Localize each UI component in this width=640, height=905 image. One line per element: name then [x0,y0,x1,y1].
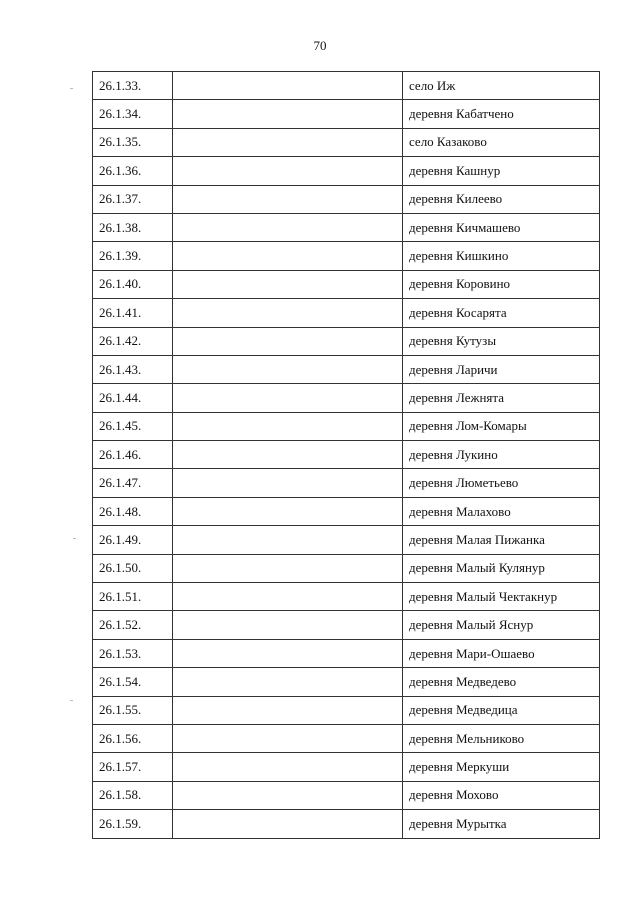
row-blank-cell [173,299,403,327]
row-blank-cell [173,72,403,100]
row-number-cell: 26.1.46. [93,441,173,469]
settlement-name-cell: деревня Малый Кулянур [403,554,600,582]
settlement-name-cell: деревня Кичмашево [403,213,600,241]
table-row [93,412,600,440]
row-blank-cell [173,497,403,525]
row-number-cell: 26.1.50. [93,554,173,582]
settlement-name-cell: деревня Мохово [403,781,600,809]
row-blank-cell [173,213,403,241]
table-row [93,128,600,156]
row-blank-cell [173,583,403,611]
table-row [93,100,600,128]
row-blank-cell [173,753,403,781]
row-number-cell: 26.1.54. [93,668,173,696]
settlement-name-cell: деревня Килеево [403,185,600,213]
row-number-cell: 26.1.57. [93,753,173,781]
settlement-name-cell: деревня Мурытка [403,810,600,838]
settlement-name-cell: деревня Мари-Ошаево [403,639,600,667]
table-row [93,724,600,752]
row-number-cell: 26.1.38. [93,213,173,241]
row-blank-cell [173,242,403,270]
row-blank-cell [173,668,403,696]
row-blank-cell [173,270,403,298]
row-blank-cell [173,611,403,639]
settlement-name-cell: деревня Лежнята [403,384,600,412]
row-number-cell: 26.1.44. [93,384,173,412]
table-row [93,810,600,838]
row-number-cell: 26.1.35. [93,128,173,156]
row-blank-cell [173,441,403,469]
settlement-name-cell: деревня Мельниково [403,724,600,752]
settlement-name-cell: деревня Кишкино [403,242,600,270]
row-number-cell: 26.1.58. [93,781,173,809]
row-number-cell: 26.1.43. [93,355,173,383]
table-row [93,242,600,270]
row-number-cell: 26.1.52. [93,611,173,639]
table-row [93,327,600,355]
settlement-name-cell: деревня Люметьево [403,469,600,497]
table-row [93,781,600,809]
settlement-name-cell: деревня Малая Пижанка [403,526,600,554]
row-blank-cell [173,412,403,440]
table-row [93,213,600,241]
table-row [93,157,600,185]
row-number-cell: 26.1.53. [93,639,173,667]
table-body [93,72,600,839]
settlement-name-cell: деревня Малахово [403,497,600,525]
row-blank-cell [173,469,403,497]
settlement-name-cell: село Казаково [403,128,600,156]
row-blank-cell [173,526,403,554]
row-number-cell: 26.1.56. [93,724,173,752]
row-number-cell: 26.1.41. [93,299,173,327]
row-number-cell: 26.1.33. [93,72,173,100]
settlement-name-cell: деревня Меркуши [403,753,600,781]
table-row [93,554,600,582]
row-blank-cell [173,384,403,412]
table-row [93,469,600,497]
table-row [93,753,600,781]
settlement-name-cell: село Иж [403,72,600,100]
table-row [93,611,600,639]
settlement-name-cell: деревня Коровино [403,270,600,298]
table-row [93,583,600,611]
row-blank-cell [173,157,403,185]
row-blank-cell [173,185,403,213]
page-number: 70 [313,38,327,53]
table-row [93,497,600,525]
table-row [93,526,600,554]
table-row [93,441,600,469]
row-blank-cell [173,781,403,809]
settlements-table [92,71,600,839]
table-row [93,668,600,696]
row-number-cell: 26.1.40. [93,270,173,298]
row-blank-cell [173,327,403,355]
row-number-cell: 26.1.59. [93,810,173,838]
table-row [93,299,600,327]
row-blank-cell [173,639,403,667]
settlement-name-cell: деревня Кашнур [403,157,600,185]
row-number-cell: 26.1.49. [93,526,173,554]
row-number-cell: 26.1.55. [93,696,173,724]
row-number-cell: 26.1.42. [93,327,173,355]
settlement-name-cell: деревня Медведица [403,696,600,724]
row-blank-cell [173,554,403,582]
row-number-cell: 26.1.37. [93,185,173,213]
settlement-name-cell: деревня Косарята [403,299,600,327]
table-row [93,270,600,298]
scan-mark [70,88,73,89]
table-row [93,384,600,412]
row-number-cell: 26.1.45. [93,412,173,440]
table-row [93,696,600,724]
scan-mark [73,538,76,539]
row-number-cell: 26.1.36. [93,157,173,185]
settlement-name-cell: деревня Малый Чектакнур [403,583,600,611]
settlement-name-cell: деревня Медведево [403,668,600,696]
row-blank-cell [173,696,403,724]
settlement-name-cell: деревня Малый Яснур [403,611,600,639]
settlement-name-cell: деревня Лом-Комары [403,412,600,440]
row-blank-cell [173,128,403,156]
settlement-name-cell: деревня Лукино [403,441,600,469]
settlement-name-cell: деревня Кабатчено [403,100,600,128]
row-blank-cell [173,810,403,838]
table-row [93,72,600,100]
scan-mark [70,700,73,701]
row-number-cell: 26.1.39. [93,242,173,270]
row-number-cell: 26.1.48. [93,497,173,525]
table-row [93,185,600,213]
row-blank-cell [173,355,403,383]
settlement-name-cell: деревня Кутузы [403,327,600,355]
row-blank-cell [173,100,403,128]
table-row [93,639,600,667]
row-blank-cell [173,724,403,752]
row-number-cell: 26.1.51. [93,583,173,611]
settlement-name-cell: деревня Ларичи [403,355,600,383]
row-number-cell: 26.1.34. [93,100,173,128]
table-row [93,355,600,383]
row-number-cell: 26.1.47. [93,469,173,497]
